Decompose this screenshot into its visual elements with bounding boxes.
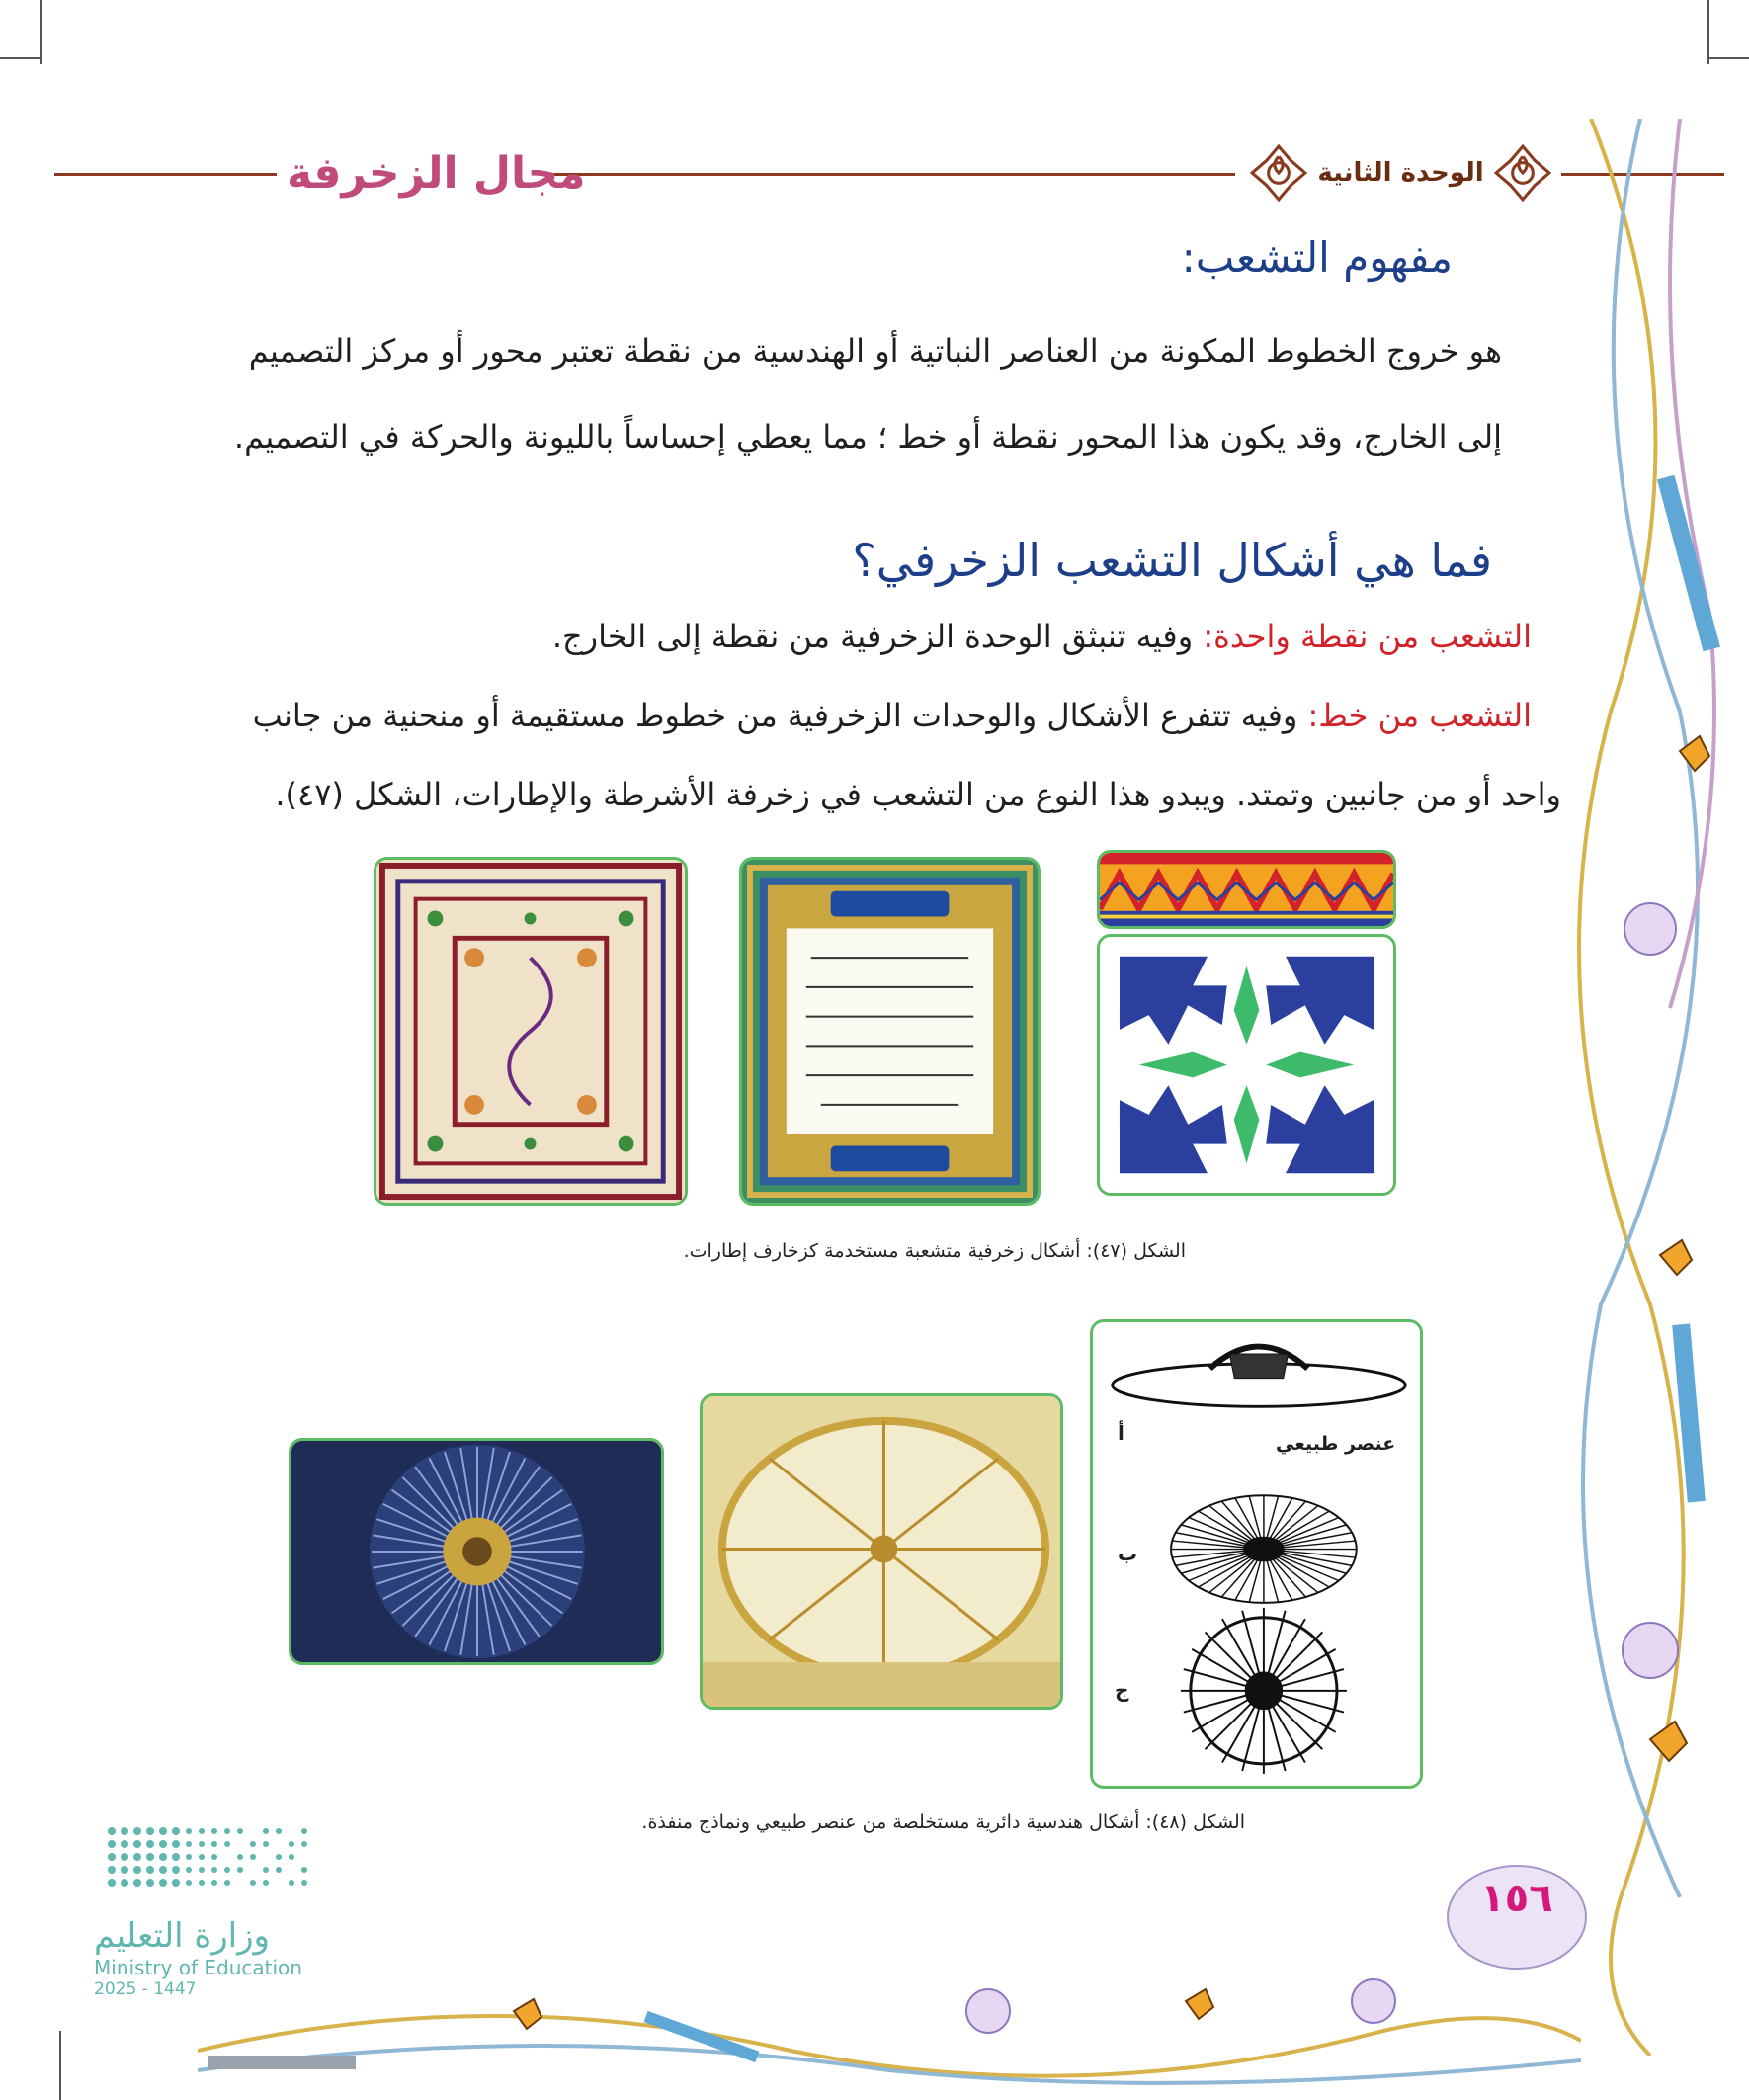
label-c: ج <box>1115 1678 1129 1702</box>
decorative-bottom-border <box>198 1942 1581 2100</box>
pencil-icon <box>644 2011 760 2062</box>
crop-mark <box>0 57 40 59</box>
unit-title: الوحدة الثانية <box>1317 158 1484 188</box>
type2-text: وفيه تتفرع الأشكال والوحدات الزخرفية من خطوط مستقيمة أو منحنية من جانب <box>252 697 1298 734</box>
ministry-logo <box>94 1823 321 1999</box>
decorative-vine-border <box>1532 119 1749 2056</box>
type1-text: وفيه تنبثق الوحدة الزخرفية من نقطة إلى الخارج. <box>551 618 1194 655</box>
brush-icon <box>208 2056 356 2069</box>
frame-quran-page <box>739 857 1041 1206</box>
ministry-name-en: Ministry of Education <box>94 1956 302 1979</box>
field-title: مجال الزخرفة <box>287 148 586 199</box>
figure47-caption: الشكل (٤٧): أشكال زخرفية متشعبة مستخدمة كزخارف إطارات. <box>683 1240 1186 1262</box>
label-natural-element: عنصر طبيعي <box>1276 1433 1396 1455</box>
type2-line-cont: واحد أو من جانبين وتمتد. ويبدو هذا النوع من التشعب في زخرفة الأشرطة والإطارات، الشكل (٤٧). <box>275 776 1561 813</box>
crop-mark <box>59 2031 61 2100</box>
frame-carpet <box>374 857 688 1206</box>
header-rule-middle <box>539 173 1235 176</box>
ministry-name-ar: وزارة التعليم <box>94 1916 270 1956</box>
frame-mosque-dome <box>289 1438 664 1665</box>
header-rule-left <box>54 173 277 176</box>
frame-pattern-strip <box>1097 850 1396 929</box>
quran-page-image <box>742 860 1038 1203</box>
ornament-icon <box>1248 142 1309 204</box>
zigzag-strip-image <box>1100 853 1393 926</box>
carpet-image <box>376 860 685 1203</box>
ministry-year: 2025 - 1447 <box>94 1979 197 1999</box>
page-number: ١٥٦ <box>1480 1876 1553 1921</box>
label-a: أ <box>1118 1421 1124 1445</box>
label-b: ب <box>1118 1542 1138 1565</box>
frame-dome-interior <box>700 1393 1063 1710</box>
unit-badge <box>1240 140 1561 206</box>
pencil-icon <box>1672 1324 1706 1503</box>
type2-label: التشعب من خط: <box>1307 697 1532 734</box>
frame-radial-drawings <box>1090 1319 1423 1789</box>
type2-line <box>253 697 1532 734</box>
type1-label: التشعب من نقطة واحدة: <box>1203 618 1532 655</box>
crop-mark <box>40 0 42 64</box>
type1-line <box>552 618 1532 655</box>
crop-mark <box>1709 57 1749 59</box>
dome-interior-image <box>703 1396 1060 1707</box>
types-heading: فما هي أشكال التشعب الزخرفي؟ <box>852 534 1492 587</box>
mosque-dome-image <box>292 1441 661 1662</box>
ministry-dots-icon <box>104 1823 321 1892</box>
concept-heading: مفهوم التشعب: <box>1181 233 1453 282</box>
figure48-caption: الشكل (٤٨): أشكال هندسية دائرية مستخلصة من عنصر طبيعي ونماذج منفذة. <box>641 1811 1245 1833</box>
definition-line-2: إلى الخارج، وقد يكون هذا المحور نقطة أو خط ؛ مما يعطي إحساساً بالليونة والحركة في التصميم. <box>233 418 1502 456</box>
definition-line-1: هو خروج الخطوط المكونة من العناصر النباتية أو الهندسية من نقطة تعتبر محور أو مركز التصميم <box>248 332 1502 370</box>
radial-drawings-image <box>1093 1322 1420 1786</box>
crop-mark <box>1707 0 1709 64</box>
page-number-badge <box>1443 1858 1591 1976</box>
frame-star-pattern <box>1097 934 1396 1196</box>
star-pattern-image <box>1100 937 1393 1193</box>
